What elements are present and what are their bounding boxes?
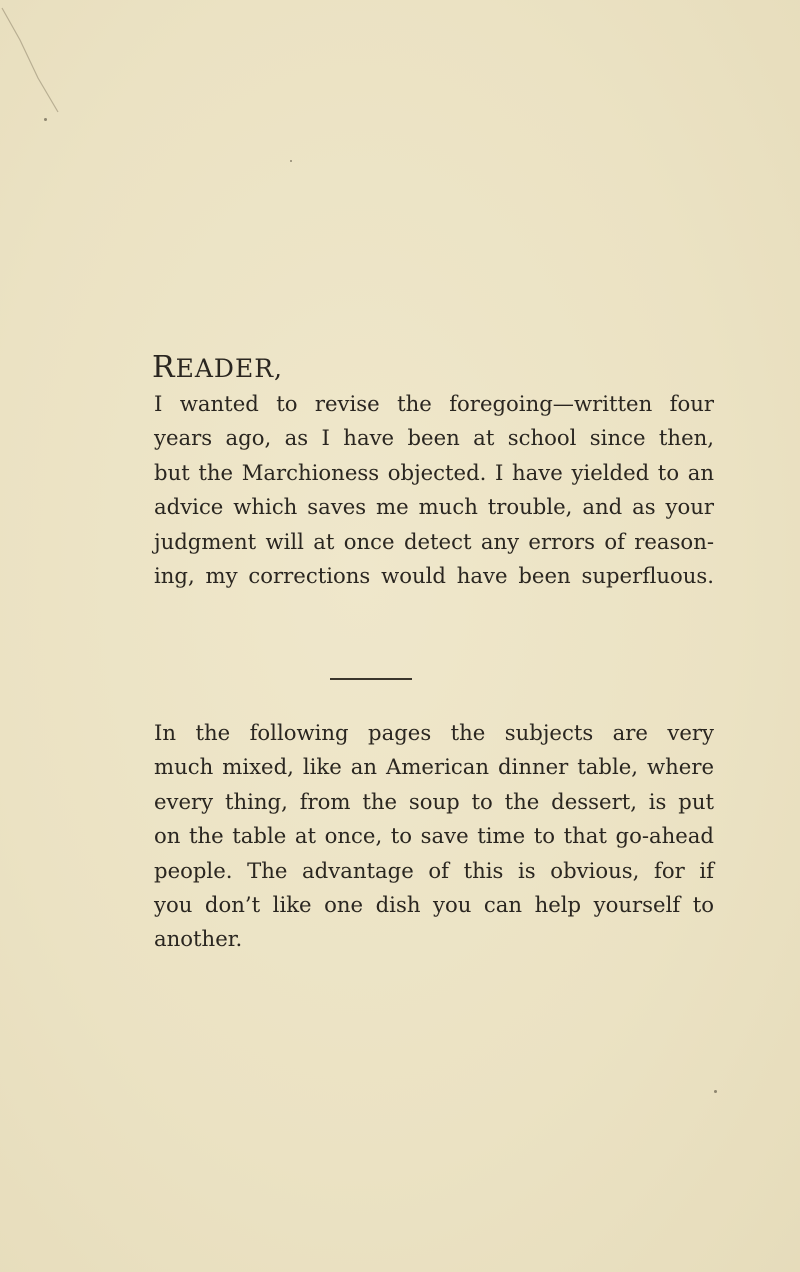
text-line: another. — [154, 926, 243, 952]
text-line: years ago, as I have been at school since then, — [154, 425, 714, 451]
text-line: on the table at once, to save time to that go-ahead — [154, 823, 714, 849]
section-divider-rule — [330, 678, 412, 680]
text-line: people. The advantage of this is obvious, for if — [154, 857, 714, 883]
paper-speck — [44, 118, 47, 121]
paragraph-foregoing — [154, 387, 714, 593]
salutation-initial: R — [152, 350, 176, 385]
text-line: judgment will at once detect any errors of reason- — [154, 528, 714, 554]
page-fold-line — [0, 0, 120, 140]
text-line: In the following pages the subjects are very — [154, 720, 714, 745]
paper-speck — [714, 1090, 717, 1093]
text-line: ing, my corrections would have been superfluous. — [154, 563, 714, 589]
text-line: advice which saves me much trouble, and as your — [154, 494, 714, 520]
text-line: you don’t like one dish you can help yourself to — [154, 892, 714, 918]
paper-speck — [290, 160, 292, 162]
text-line: much mixed, like an American dinner table, where — [154, 754, 714, 780]
text-line: every thing, from the soup to the dessert, is put — [154, 788, 714, 814]
text-line: I wanted to revise the foregoing—written four — [154, 391, 714, 416]
text-line: but the Marchioness objected. I have yielded to an — [154, 459, 714, 485]
salutation-heading — [152, 350, 283, 385]
paragraph-following-pages — [154, 716, 714, 957]
salutation-rest: EADER, — [175, 354, 283, 383]
